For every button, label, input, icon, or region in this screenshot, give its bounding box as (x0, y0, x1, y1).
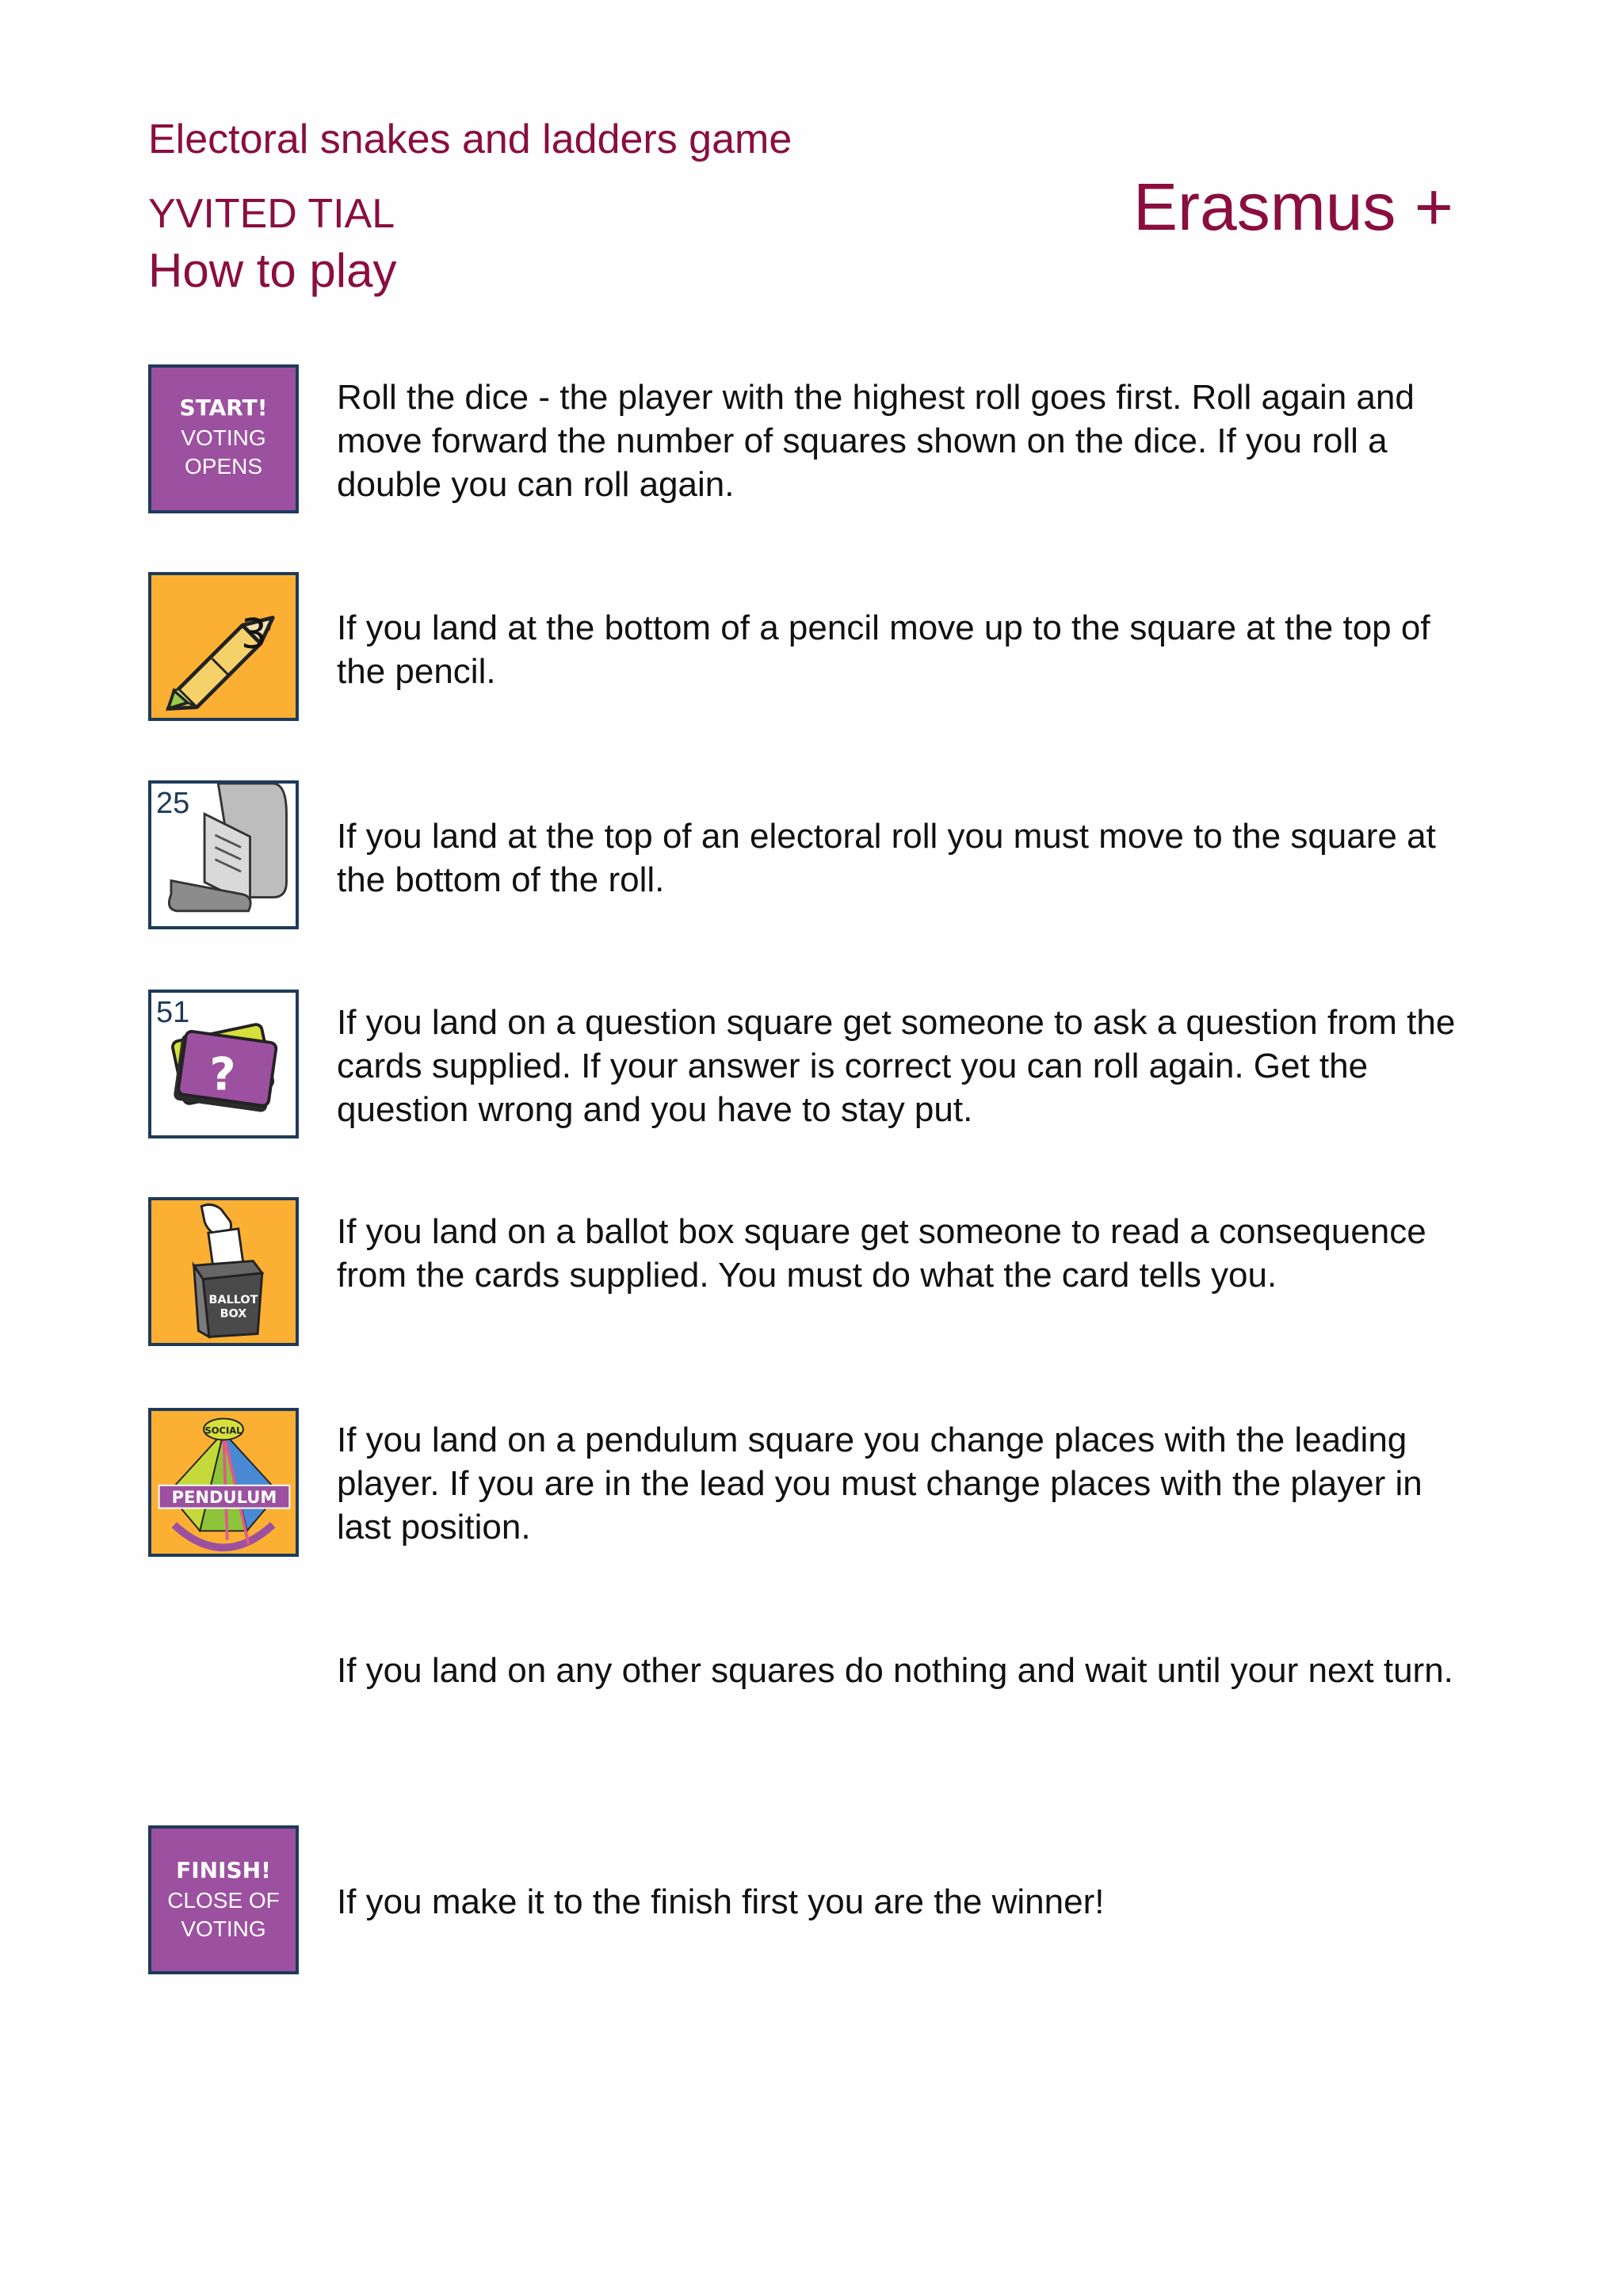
electoral-roll-square-icon (148, 780, 299, 929)
roll-square-number: 25 (156, 787, 190, 820)
finish-square-icon (148, 1825, 299, 1974)
rule-start: Roll the dice - the player with the highest roll goes first. Roll again and move forward the number of squares shown on the dice. If you roll a double you can roll again. (337, 378, 1415, 504)
rule-other-squares: If you land on any other squares do nothing and wait until your next turn. (337, 1651, 1453, 1690)
question-square-number: 51 (156, 996, 190, 1029)
pencil-square-icon (148, 572, 299, 721)
start-square-icon (148, 364, 299, 513)
rule-ballot-box: If you land on a ballot box square get someone to read a consequence from the cards supplied. You must do what the card tells you. (337, 1212, 1426, 1295)
pendulum-icon (159, 1419, 290, 1548)
ballot-box-square-icon (148, 1197, 299, 1346)
question-square-icon (148, 990, 299, 1138)
question-cards-icon (171, 1024, 277, 1113)
finish-label: FINISH! (176, 1857, 271, 1883)
rule-finish: If you make it to the finish first you are the winner! (337, 1882, 1105, 1921)
brand-label: Erasmus + (1133, 170, 1453, 244)
question-mark: ? (209, 1047, 236, 1101)
start-label: START! (179, 395, 268, 421)
ballot-box-label: BALLOT (208, 1294, 258, 1307)
document-title: Electoral snakes and ladders game (148, 116, 792, 162)
ballot-box-label-2: BOX (220, 1307, 247, 1321)
scroll-icon (169, 784, 286, 911)
pendulum-label: PENDULUM (171, 1486, 277, 1507)
section-heading: How to play (148, 244, 397, 297)
finish-sub-label: CLOSE OF (167, 1888, 280, 1913)
finish-sub-label-2: VOTING (181, 1917, 266, 1941)
pendulum-square-icon (148, 1408, 299, 1557)
ballot-box-icon (194, 1205, 262, 1337)
rule-pencil: If you land at the bottom of a pencil move up to the square at the top of the pencil. (337, 608, 1430, 691)
document-subtitle: YVITED TIAL (148, 191, 395, 237)
pendulum-top-label: SOCIAL (204, 1425, 242, 1436)
pencil-number: 3 (241, 610, 267, 658)
rule-electoral-roll: If you land at the top of an electoral roll you must move to the square at the bottom of the roll. (337, 817, 1436, 899)
start-sub-label: VOTING (181, 425, 266, 450)
rule-pendulum: If you land on a pendulum square you change places with the leading player. If you are in the lead you must change places with the player in last position. (337, 1421, 1423, 1547)
rule-question: If you land on a question square get someone to ask a question from the cards supplied. If your answer is correct you can roll again. Get the question wrong and you have to stay put. (337, 1003, 1456, 1129)
start-sub-label-2: OPENS (184, 454, 263, 479)
